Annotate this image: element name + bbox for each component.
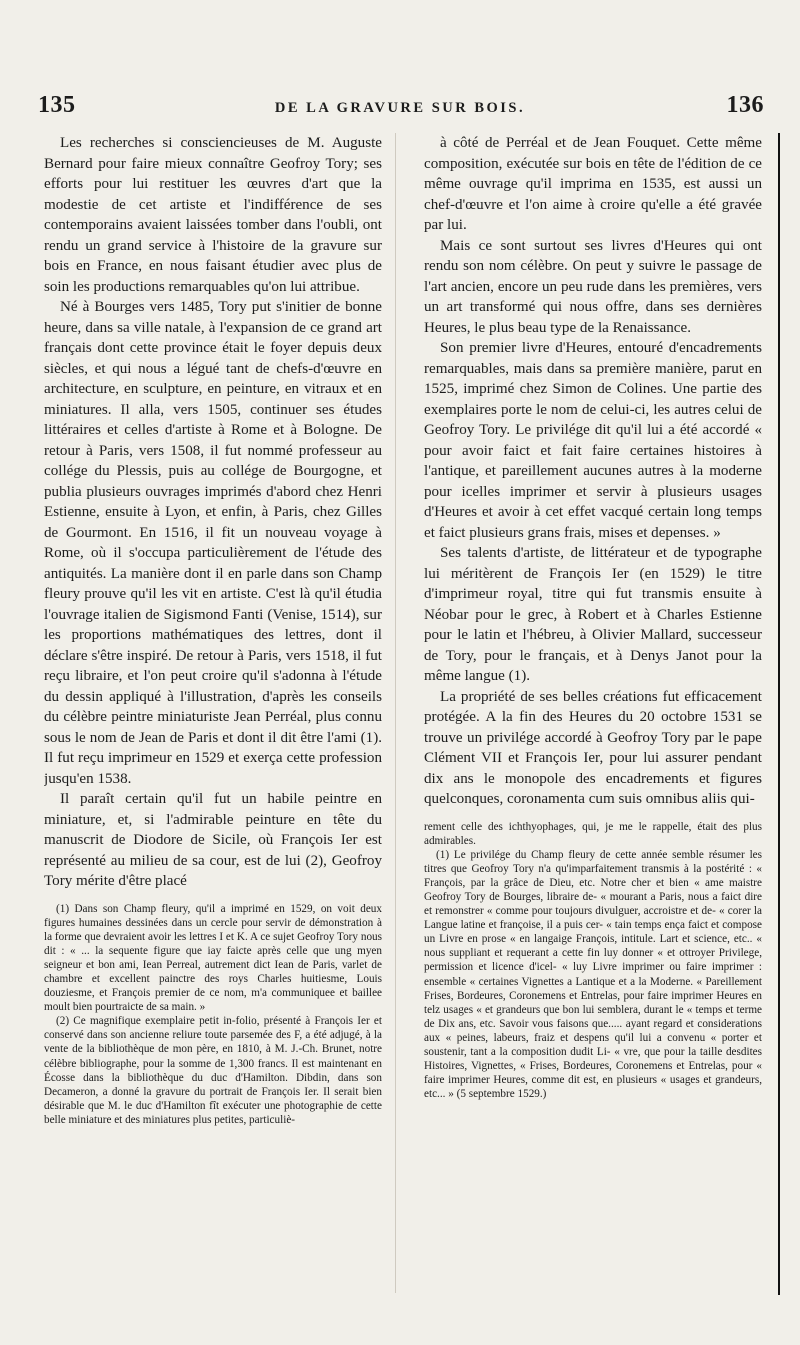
footnote: (1) Dans son Champ fleury, qu'il a imprimé en 1529, on voit deux figures humaines dessinées dans un cercle pour servir de démonstration à la forme que devraient avoir les lettres I et K. A ce sujet Geofroy Tory nous dit : « ... la sequente figure que iay faicte après celle que ung myen seigneur et bon ami, Iean Perreal, autrement dict Iean de Paris, varlet de chambre et excellent painctre des roys Charles huitiesme, Louis douziesme, et François premier de ce nom, m'a communiquee et baillee moult bien pourtraicte de sa main. » [44, 902, 382, 1014]
footnote: (1) Le privilége du Champ fleury de cette année semble résumer les titres que Geofroy Tory n'a qu'imparfaitement transmis à la postérité : « François, par la grâce de Dieu, etc. Notre cher et bien « ame maistre Geofroy Tory de Bourges, libraire de- « mourant a Paris, nous a faict dire et remonstrer « comme pour toujours divulguer, accroistre et de- « corer la Langue latine et françoise, il a puis cer- « tain temps ença faict et compose un Livre en prose « en langaige François, intitule. Lart et science, etc.. « nous suppliant et requerant a cette fin luy donner « et ottroyer Privilege, permission et licence d'icel- « luy Livre imprimer ou faire imprimer : ensemble « certaines Vignettes a Lantique et a la Moderne. « Pareillement Frises, Bordeures, Coronemens et Entrelas, pour faire imprimer Heures en telz usages « et grandeurs que bon lui semblera, durant le « temps et terme de Dix ans, etc. Savoir vous faisons que..... ayant regard et considerations aux « peines, labeurs, fraiz et despens qu'il lui a convenu « porter et soustenir, tant a la composition dudit Li- « vre, que pour la taille desdites Histoires, Vignettes, « Frises, Bordeures, Coronemens et Entrelas, pour « faire imprimer Heures, comme dit est, en plusieurs « usages et grandeurs, etc... » (5 septembre 1529.) [424, 848, 762, 1101]
page-number-left: 135 [38, 92, 76, 118]
running-title: DE LA GRAVURE SUR BOIS. [274, 100, 526, 116]
page-header [36, 90, 764, 124]
book-page [36, 90, 764, 1300]
paragraph: Ses talents d'artiste, de littérateur et de typographe lui méritèrent de François Ier (en 1529) le titre d'imprimeur royal, titre qui fut transmis ensuite à Néobar pour le grec, à Robert et à Charles Estienne pour le latin et l'hébreu, à Olivier Mallard, successeur de Tory, pour le français, et à Denys Janot pour la même langue (1). [424, 545, 762, 684]
paragraph: La propriété de ses belles créations fut efficacement protégée. A la fin des Heures du 20 octobre 1531 se trouve un privilége accordé à Geofroy Tory par le pape Clément VII et François Ier, pour lui assurer pendant dix ans le monopole des encadrements et figures quelconques, coronamenta cum suis omnibus aliis qui- [424, 688, 762, 807]
footnote: (2) Ce magnifique exemplaire petit in-folio, présenté à François Ier et conservé dans son ancienne reliure toute parsemée des F, a été adjugé, à la vente de la bibliothèque de mon père, en 1810, à M. J.-Ch. Brunet, notre célèbre bibliographe, pour la somme de 1,300 francs. Il est maintenant en Écosse dans la bibliothèque du duc d'Hamilton. Dibdin, dans son Decameron, a donné la gravure du portrait de François Ier. Il serait bien désirable que M. le duc d'Hamilton fît exécuter une photographie de cette belle miniature et des miniatures plus petites, particuliè- [44, 1015, 382, 1126]
left-column [44, 133, 382, 1295]
paragraph: Né à Bourges vers 1485, Tory put s'initier de bonne heure, dans sa ville natale, à l'expansion de ce grand art français dont cette province était le foyer depuis deux siècles, et qui nous a légué tant de chefs-d'œuvre en architecture, en sculpture, en peinture, en vitraux et en miniatures. Il alla, vers 1505, continuer ses études littéraires et celles d'artiste à Rome et à Bologne. De retour à Paris, vers 1508, il fut nommé professeur au collége du Plessis, puis au collége de Bourgogne, et publia plusieurs ouvrages imprimés d'abord chez Henri Estienne, ensuite à Lyon, et enfin, à Paris, chez Gilles de Gourmont. En 1516, il fit un nouveau voyage à Rome, où il s'occupa particulièrement de l'étude des antiquités. La manière dont il en parle dans son Champ fleury prouve qu'il les vit en artiste. C'est là qu'il étudia l'ouvrage italien de Sigismond Fanti (Venise, 1514), sur les proportions mathématiques des lettres, dont il déclare s'être inspiré. De retour à Paris, vers 1518, il fut reçu libraire, et l'on peut croire qu'il s'adonna à l'étude du dessin appliqué à l'illustration, d'après les conseils du célèbre peintre miniaturiste Jean Perréal, plus connu sous le nom de Jean de Paris et dont il dit être l'ami (1). Il fut reçu imprimeur en 1529 et exerça cette profession jusqu'en 1538. [44, 299, 382, 787]
footnote-continuation: rement celle des ichthyophages, qui, je me le rappelle, était des plus admirables. [424, 820, 762, 847]
paragraph: Les recherches si consciencieuses de M. Auguste Bernard pour faire mieux connaître Geofroy Tory; ses efforts pour lui restituer les œuvres d'art que la modestie de cet artiste et l'indifférence de ses contemporains avaient laissées tomber dans l'oubli, ont rendu un grand service à l'histoire de la gravure sur bois en France, en nous faisant étudier avec plus de soin les productions remarquables qu'on lui attribue. [44, 135, 382, 295]
paragraph: Son premier livre d'Heures, entouré d'encadrements remarquables, mais dans sa première manière, parut en 1525, imprimé chez Simon de Colines. Une partie des exemplaires porte le nom de celui-ci, les autres celui de Geofroy Tory. Le privilége dit qu'il lui a été accordé « pour avoir faict et fait faire certaines histoires à l'antique, et pareillement aucunes autres à la moderne pour icelles imprimer et servir à plusieurs usages d'Heures et avoir à cet effet vacqué certain long temps et faict plusieurs grans frais, mises et depenses. » [424, 340, 762, 541]
paragraph: Il paraît certain qu'il fut un habile peintre en miniature, et, si l'admirable peinture en tête du manuscrit de Diodore de Sicile, où François Ier est représenté au milieu de sa cour, est de lui (2), Geofroy Tory mérite d'être placé [44, 791, 382, 889]
page-number-right: 136 [726, 92, 764, 118]
paragraph: Mais ce sont surtout ses livres d'Heures qui ont rendu son nom célèbre. On peut y suivre le passage de l'art ancien, encore un peu rude dans les premières, vers un art transformé qui nous offre, dans ses dernières Heures, le plus beau type de la Renaissance. [424, 237, 762, 336]
footnotes [424, 820, 762, 1102]
paragraph: à côté de Perréal et de Jean Fouquet. Cette même composition, exécutée sur bois en tête de l'édition de ce même ouvrage qu'il imprima en 1535, est aussi un chef-d'œuvre et l'on aime à croire qu'elle a été gravée par lui. [424, 135, 762, 233]
footnotes [44, 902, 382, 1128]
column-gutter [395, 133, 396, 1293]
right-column [424, 133, 762, 1295]
right-edge-rule [778, 133, 780, 1295]
